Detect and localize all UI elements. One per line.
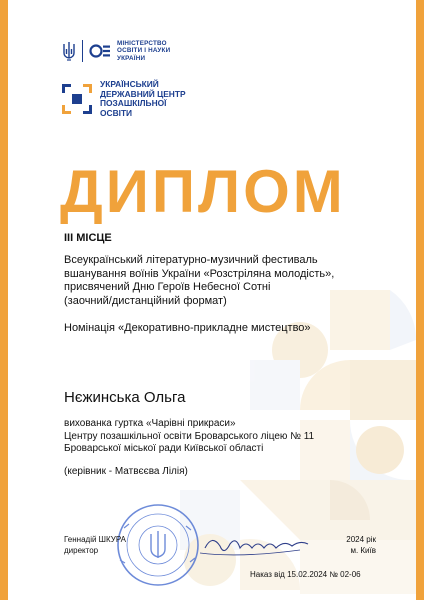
student-line: вихованка гуртка «Чарівні прикраси»	[64, 418, 236, 429]
signatory-name: Геннадій ШКУРА	[64, 535, 126, 544]
center-name-line: ОСВІТИ	[100, 107, 133, 118]
festival-line: присвячений Дню Героїв Небесної Сотні	[64, 281, 271, 293]
center-name-line: ДЕРЖАВНИЙ ЦЕНТР	[100, 88, 186, 99]
festival-line: вшанування воїнів України «Розстріляна молодість»,	[64, 267, 335, 280]
place-award: ІІІ МІСЦЕ	[64, 232, 112, 244]
festival-line: (заочний/дистанційний формат)	[64, 294, 227, 307]
signatory-position: директор	[64, 546, 99, 555]
issue-city: м. Київ	[350, 546, 376, 555]
student-line: Центру позашкільної освіти Броварського ліцею № 11	[64, 430, 315, 442]
center-name-line: УКРАЇНСЬКИЙ	[100, 79, 159, 89]
supervisor: (керівник - Матвєєва Лілія)	[64, 466, 188, 477]
order-reference: Наказ від 15.02.2024 № 02-06	[250, 570, 361, 579]
festival-line: Всеукраїнський літературно-музичний фестиваль	[64, 254, 318, 266]
signatory-block	[64, 534, 126, 556]
diploma-title: ДИПЛОМ	[60, 158, 346, 225]
ministry-name-line: МІНІСТЕРСТВО	[117, 40, 167, 48]
ministry-name-line: ОСВІТИ І НАУКИ	[117, 47, 171, 55]
date-place-block	[320, 534, 376, 556]
recipient-name: Нєжинська Ольга	[64, 389, 186, 406]
issue-year: 2024 рік	[346, 535, 376, 544]
ministry-name-line: УКРАЇНИ	[117, 54, 146, 62]
student-line: Броварської міської ради Київської області	[64, 443, 264, 454]
nomination: Номінація «Декоративно-прикладне мистецтво»	[64, 322, 311, 334]
center-name-line: ПОЗАШКІЛЬНОЇ	[100, 98, 167, 109]
